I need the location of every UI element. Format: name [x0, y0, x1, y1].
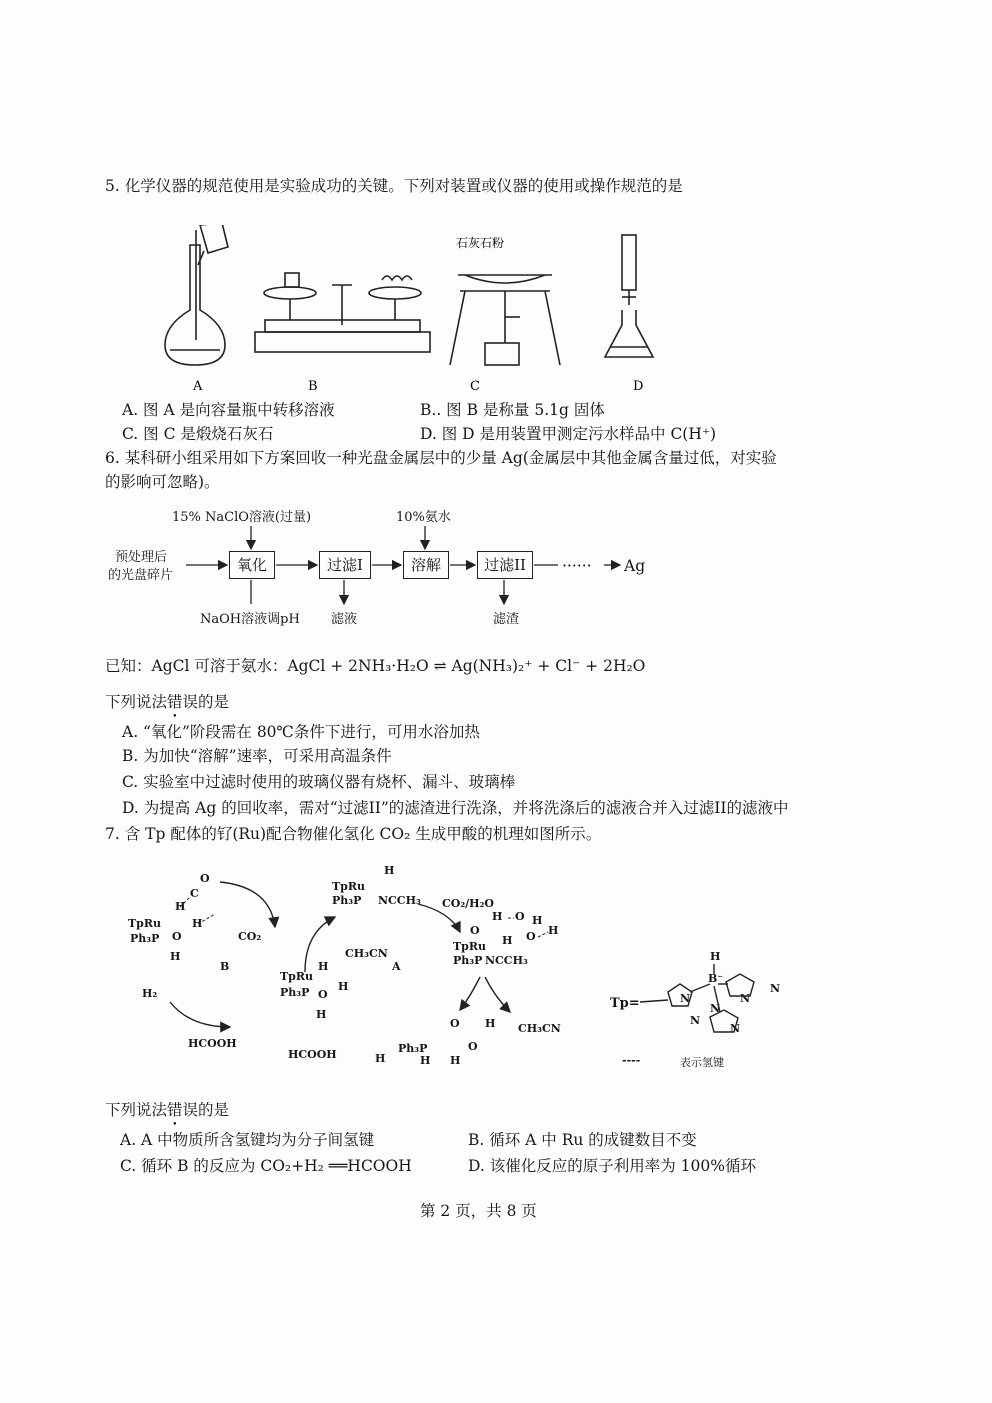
svg-text:TpRu: TpRu: [280, 970, 314, 983]
flow-start-line2: 的光盘碎片: [108, 568, 174, 583]
flow-below-residue: 滤渣: [493, 612, 520, 627]
flow-reagent-ammonia: 10%氨水: [396, 510, 451, 525]
svg-text:B⁻: B⁻: [708, 972, 724, 985]
q6-option-a: A. “氧化”阶段需在 80℃条件下进行，可用水浴加热: [122, 723, 480, 741]
q5-option-a: A. 图 A 是向容量瓶中转移溶液: [122, 401, 335, 419]
q6-ask-mark: 错: [167, 693, 183, 711]
svg-text:CH₃CN: CH₃CN: [518, 1022, 561, 1035]
svg-text:O: O: [200, 872, 210, 885]
q5-option-b: B.. 图 B 是称量 5.1g 固体: [420, 401, 605, 419]
svg-text:H: H: [175, 900, 186, 913]
svg-text:H: H: [375, 1052, 386, 1065]
q5-option-c: C. 图 C 是煅烧石灰石: [122, 425, 274, 443]
q6-stem-line1: 6. 某科研小组采用如下方案回收一种光盘金属层中的少量 Ag(金属层中其他金属含量过低，对实验: [105, 449, 777, 467]
q6-option-b: B. 为加快“溶解”速率，可采用高温条件: [122, 747, 392, 765]
q6-ask-post: 误的是: [182, 693, 230, 711]
q7-mechanism-figure: [120, 852, 800, 1082]
svg-text:N: N: [690, 1014, 701, 1027]
svg-text:Tp=: Tp=: [610, 996, 640, 1011]
fig-c-label: 石灰石粉: [456, 236, 505, 250]
q7-option-d: D. 该催化反应的原子利用率为 100%循环: [468, 1157, 756, 1175]
q6-known: [105, 656, 645, 676]
svg-text:Ph₃P: Ph₃P: [332, 894, 362, 907]
q7-ask-post: 误的是: [182, 1101, 230, 1119]
svg-text:NCCH₃: NCCH₃: [485, 954, 528, 967]
q7-option-a: A. A 中物质所含氢键均为分子间氢键: [120, 1131, 375, 1149]
flow-step-dissolve: 溶解: [403, 551, 449, 579]
flow-reagent-naclo: 15% NaClO溶液(过量): [172, 510, 312, 525]
svg-text:N: N: [730, 1022, 741, 1035]
svg-text:H: H: [710, 950, 721, 963]
q7-stem: 7. 含 Tp 配体的钌(Ru)配合物催化氢化 CO₂ 生成甲酸的机理如图所示。: [105, 825, 602, 843]
svg-text:CO₂: CO₂: [238, 930, 262, 943]
fig-label-a: A: [193, 379, 203, 394]
q7-ask-pre: 下列说法: [105, 1101, 168, 1119]
svg-text:N: N: [740, 992, 751, 1005]
q6-known-prefix: 已知：AgCl 可溶于氨水：: [105, 657, 288, 675]
svg-text:O: O: [468, 1040, 478, 1053]
page-footer: 第 2 页，共 8 页: [420, 1202, 537, 1220]
flow-below-filtrate: 滤液: [331, 612, 358, 627]
svg-text:H: H: [450, 1054, 461, 1067]
q6-option-d: D. 为提高 Ag 的回收率，需对“过滤II”的滤渣进行洗涤，并将洗涤后的滤液合并入过滤II的滤液中: [122, 799, 789, 817]
q5-stem: 5. 化学仪器的规范使用是实验成功的关键。下列对装置或仪器的使用或操作规范的是: [105, 177, 683, 195]
svg-text:TpRu: TpRu: [453, 940, 487, 953]
svg-text:CH₃CN: CH₃CN: [345, 947, 388, 960]
svg-text:H: H: [316, 1008, 327, 1021]
svg-text:H: H: [338, 980, 349, 993]
svg-text:H: H: [532, 914, 543, 927]
svg-text:H: H: [170, 950, 181, 963]
flow-end-ag: Ag: [624, 557, 646, 575]
svg-text:O: O: [318, 988, 328, 1001]
svg-text:B: B: [220, 960, 230, 973]
q7-ask: [105, 1100, 229, 1120]
svg-text:N: N: [680, 992, 691, 1005]
q6-known-equation: AgCl + 2NH₃·H₂O ⇌ Ag(NH₃)₂⁺ + Cl⁻ + 2H₂O: [287, 657, 646, 675]
q6-ask: [105, 692, 229, 712]
svg-text:H: H: [192, 917, 203, 930]
svg-text:O: O: [172, 930, 182, 943]
svg-text:----: ----: [622, 1054, 641, 1067]
flow-step-filter1: 过滤I: [319, 551, 371, 579]
flow-step-filter2: 过滤II: [477, 551, 533, 579]
svg-text:O: O: [515, 910, 525, 923]
svg-text:H: H: [492, 910, 503, 923]
svg-text:表示氢键: 表示氢键: [680, 1056, 724, 1069]
flow-start-line1: 预处理后: [115, 550, 168, 565]
svg-text:H₂: H₂: [142, 987, 158, 1000]
svg-text:H: H: [384, 864, 395, 877]
q6-ask-pre: 下列说法: [105, 693, 168, 711]
q5-option-d: D. 图 D 是用装置甲测定污水样品中 C(H⁺): [420, 425, 717, 443]
svg-text:HCOOH: HCOOH: [188, 1037, 237, 1050]
q6-stem-line2: 的影响可忽略)。: [105, 473, 220, 491]
svg-text:TpRu: TpRu: [128, 917, 162, 930]
svg-text:N: N: [710, 1002, 721, 1015]
svg-text:O: O: [470, 924, 480, 937]
svg-text:H: H: [485, 1017, 496, 1030]
svg-text:H: H: [548, 924, 559, 937]
flow-dots: ······: [562, 557, 592, 575]
fig-label-b: B: [308, 379, 318, 394]
q7-ask-mark: 错: [167, 1101, 183, 1119]
svg-text:H: H: [502, 934, 513, 947]
q7-option-c: C. 循环 B 的反应为 CO₂+H₂ ══HCOOH: [120, 1157, 412, 1175]
svg-text:CO₂/H₂O: CO₂/H₂O: [442, 897, 494, 910]
svg-text:A: A: [392, 960, 401, 973]
flow-arrows: [0, 0, 992, 700]
q6-option-c: C. 实验室中过滤时使用的玻璃仪器有烧杯、漏斗、玻璃棒: [122, 773, 516, 791]
svg-text:H: H: [318, 960, 329, 973]
svg-text:C: C: [190, 887, 199, 900]
flow-step-oxidize: 氧化: [229, 551, 275, 579]
svg-text:Ph₃P: Ph₃P: [453, 954, 483, 967]
svg-text:O: O: [526, 930, 536, 943]
svg-text:NCCH₃: NCCH₃: [378, 894, 421, 907]
svg-text:HCOOH: HCOOH: [288, 1048, 337, 1061]
svg-text:Ph₃P: Ph₃P: [130, 932, 160, 945]
fig-label-d: D: [633, 379, 644, 394]
svg-text:Ph₃P: Ph₃P: [280, 986, 310, 999]
svg-text:N: N: [770, 982, 781, 995]
flow-below-naoh: NaOH溶液调pH: [200, 612, 300, 627]
svg-text:H: H: [420, 1054, 431, 1067]
svg-text:Ph₃P: Ph₃P: [398, 1042, 428, 1055]
svg-text:O: O: [450, 1017, 460, 1030]
fig-label-c: C: [470, 379, 480, 394]
q7-option-b: B. 循环 A 中 Ru 的成键数目不变: [468, 1131, 697, 1149]
svg-text:TpRu: TpRu: [332, 880, 366, 893]
